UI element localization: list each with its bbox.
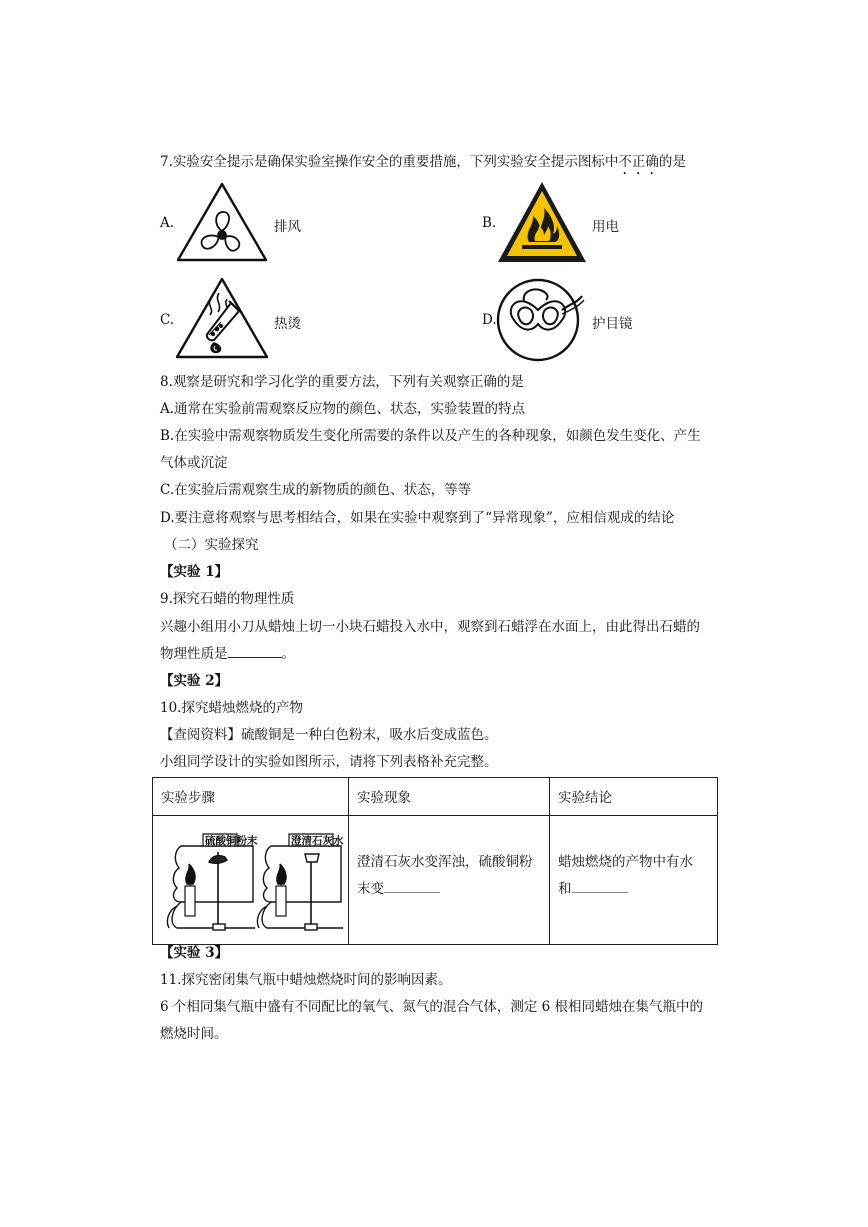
- option-a-label: 排风: [274, 219, 301, 235]
- experiment-figure-cell: [153, 816, 349, 945]
- answer-blank-phenomenon[interactable]: [384, 880, 440, 893]
- answer-blank-conclusion[interactable]: [572, 880, 628, 893]
- question-11-title: 11.探究密闭集气瓶中蜡烛燃烧时间的影响因素。: [160, 972, 452, 988]
- flammable-icon: [496, 180, 588, 264]
- header-steps: 实验步骤: [153, 778, 349, 816]
- experiment-3-heading: 【实验 3】: [160, 945, 229, 961]
- question-9-period: 。: [281, 646, 295, 662]
- option-c-letter: C.: [160, 312, 175, 328]
- phenomenon-text-line1: 澄清石灰水变浑浊，硫酸铜粉: [357, 854, 533, 870]
- experiment-1-heading: 【实验 1】: [160, 564, 229, 580]
- goggles-icon: [494, 274, 586, 364]
- q7-stem-part2: 的是: [658, 154, 686, 170]
- question-8-stem: 8.观察是研究和学习化学的重要方法，下列有关观察正确的是: [160, 374, 524, 390]
- reference-info: 【查阅资料】硫酸铜是一种白色粉末，吸水后变成蓝色。: [160, 727, 498, 743]
- question-11-body-line1: 6 个相同集气瓶中盛有不同配比的氧气、氮气的混合气体，测定 6 根相同蜡烛在集气瓶中的: [160, 999, 704, 1015]
- question-9-body-text: 物理性质是: [160, 646, 228, 662]
- option-d-label: 护目镜: [592, 316, 633, 332]
- option-a-letter: A.: [160, 215, 175, 231]
- question-8-option-c: C.在实验后需观察生成的新物质的颜色、状态，等等: [160, 482, 472, 498]
- question-11-body-line2: 燃烧时间。: [160, 1026, 228, 1042]
- conclusion-cell: [550, 816, 718, 945]
- q7-emphasis: 不正确: [618, 154, 659, 170]
- figure-label-limewater: 澄清石灰水: [291, 835, 344, 847]
- option-c-label: 热烫: [274, 316, 301, 332]
- option-b-label: 用电: [592, 219, 619, 235]
- question-9-title: 9.探究石蜡的物理性质: [160, 591, 295, 607]
- question-7-stem: [160, 153, 686, 178]
- limewater-setup: [257, 834, 343, 930]
- conclusion-text-line2: 和: [558, 881, 572, 897]
- question-9-body-line2: [160, 645, 295, 663]
- experiment-table: [152, 777, 718, 945]
- conclusion-text-line1: 蜡烛燃烧的产物中有水: [558, 854, 693, 870]
- answer-blank-q9[interactable]: [228, 645, 282, 658]
- table-header-row: [153, 778, 718, 816]
- question-8-option-d: D.要注意将观察与思考相结合，如果在实验中观察到了“异常现象”，应相信观成的结论: [160, 510, 675, 526]
- copper-sulfate-setup: [167, 834, 255, 930]
- phenomenon-text-line2: 末变: [357, 881, 384, 897]
- question-8-option-b-line1: B.在实验中需观察物质发生变化所需要的条件以及产生的各种现象，如颜色发生变化、产生: [160, 428, 701, 444]
- experiment-2-heading: 【实验 2】: [160, 673, 229, 689]
- section-heading: （二）实验探究: [164, 537, 259, 553]
- q7-stem-part1: 7.实验安全提示是确保实验室操作安全的重要措施，下列实验安全提示图标中: [160, 154, 619, 170]
- question-9-body-line1: 兴趣小组用小刀从蜡烛上切一小块石蜡投入水中，观察到石蜡浮在水面上，由此得出石蜡的: [160, 619, 700, 635]
- fan-icon: [175, 181, 269, 263]
- design-instruction: 小组同学设计的实验如图所示，请将下列表格补充完整。: [160, 754, 498, 770]
- option-b-letter: B.: [482, 215, 497, 231]
- phenomenon-cell: [349, 816, 550, 945]
- question-8-option-a: A.通常在实验前需观察反应物的颜色、状态，实验装置的特点: [160, 401, 526, 417]
- header-phenomenon: 实验现象: [349, 778, 550, 816]
- question-8-option-b-line2: 气体或沉淀: [160, 455, 228, 471]
- table-row: [153, 816, 718, 945]
- question-10-title: 10.探究蜡烛燃烧的产物: [160, 700, 303, 716]
- option-d-letter: D.: [482, 312, 497, 328]
- experiment-figure: [163, 824, 353, 944]
- header-conclusion: 实验结论: [550, 778, 718, 816]
- hot-test-tube-icon: [173, 275, 271, 363]
- figure-label-copper-sulfate: 硫酸铜粉末: [205, 835, 258, 847]
